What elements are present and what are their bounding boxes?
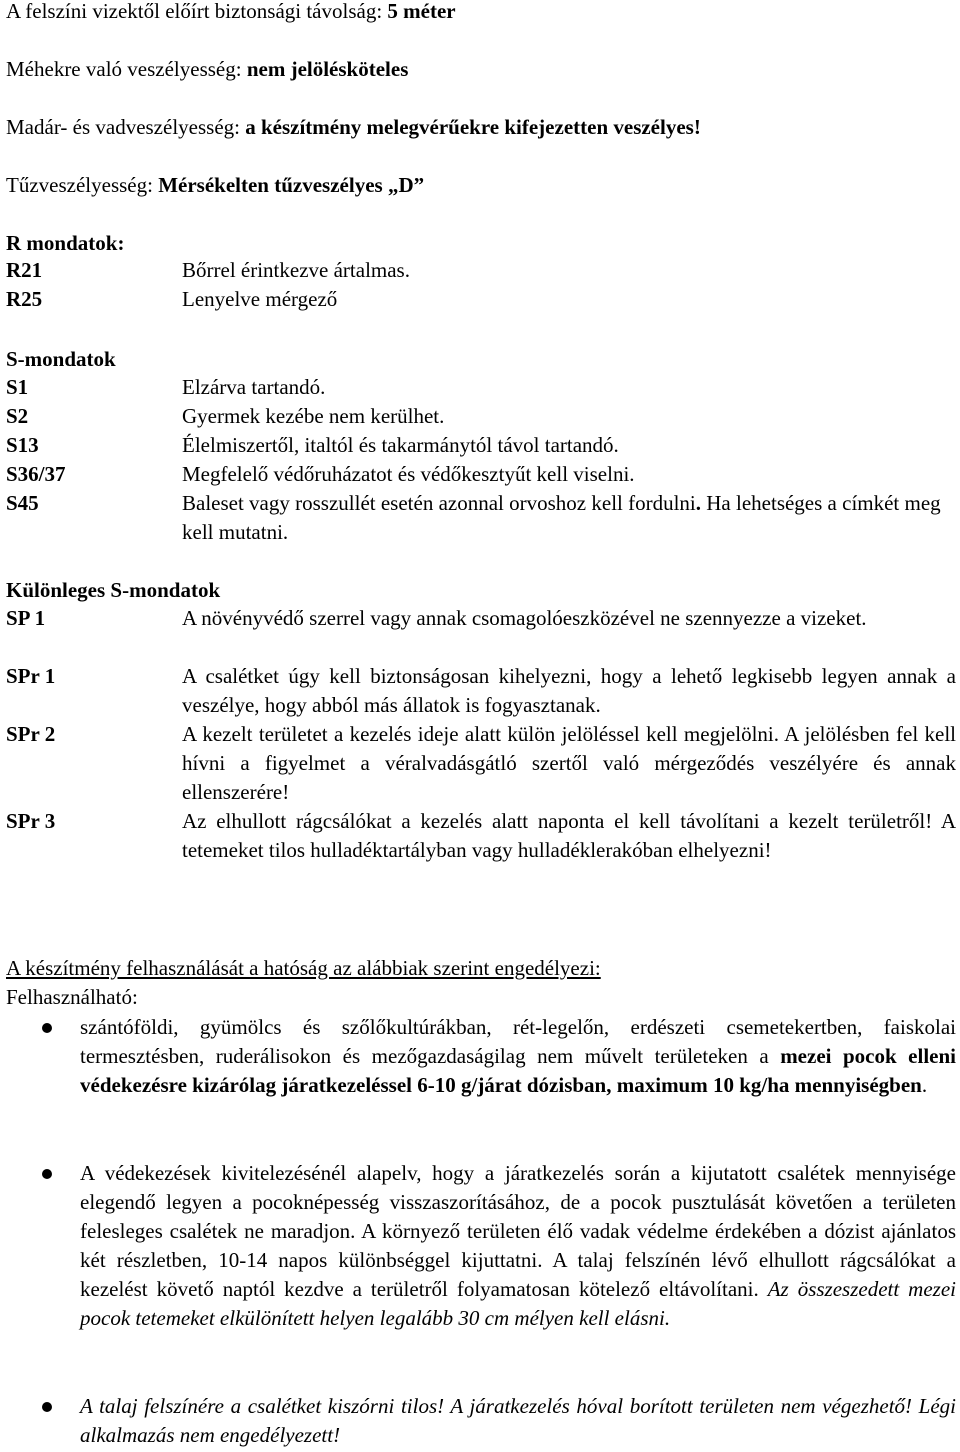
special-phrase-text: A csalétket úgy kell biztonságosan kihelyezni, hogy a lehető legkisebb legyen annak a veszélye, hogy abból más állatok is fogyasztanak. <box>182 664 956 717</box>
birds-label: Madár- és vadveszélyesség: <box>6 115 246 139</box>
r-phrase-code: R25 <box>6 287 43 311</box>
birds-line <box>6 114 701 140</box>
special-phrase-code: SPr 3 <box>6 809 56 833</box>
special-s-phrases-heading: Különleges S-mondatok <box>6 578 221 602</box>
s-phrase-text: Élelmiszertől, italtól és takarmánytól távol tartandó. <box>182 433 619 457</box>
distance-label: A felszíni vizektől előírt biztonsági távolság: <box>6 0 388 23</box>
r-phrase-code: R21 <box>6 258 43 282</box>
bees-label: Méhekre való veszélyesség: <box>6 57 247 81</box>
special-phrase-text: Az elhullott rágcsálókat a kezelés alatt naponta el kell távolítani a kezelt területről! A tetemeket tilos hulladéktartályban vagy hulladéklerakóban elhelyezni! <box>182 809 956 862</box>
usage-subheading: Felhasználható: <box>6 985 138 1009</box>
special-phrase-code: SPr 2 <box>6 722 56 746</box>
special-phrase-text: A kezelt területet a kezelés ideje alatt külön jelöléssel kell megjelölni. A jelölésben fel kell hívni a figyelmet a véralvadásgátló szertől való mérgeződés veszélyére és annak ellenszerére! <box>182 722 956 804</box>
r-phrase-text: Bőrrel érintkezve ártalmas. <box>182 258 410 282</box>
s-phrase-text: Elzárva tartandó. <box>182 375 326 399</box>
special-phrase-code: SPr 1 <box>6 664 56 688</box>
r-phrase-text: Lenyelve mérgező <box>182 287 338 311</box>
s-phrase-text: Gyermek kezébe nem kerülhet. <box>182 404 445 428</box>
distance-line <box>6 0 456 24</box>
bees-value: nem jelölésköteles <box>246 57 409 81</box>
s-phrase-code: S36/37 <box>6 462 66 486</box>
bullet-icon <box>42 1402 52 1412</box>
usage-item-text: A védekezések kivitelezésénél alapelv, hogy a járatkezelés során a kijutatott csalétek mennyisége elegendő legyen a pocoknépesség visszaszorításához, de a pocok pusztulását követően a területen felesleges csalétek ne maradjon. A környező területen élő vadak védelme érdekében a dózist ajánlatos két részletben, 10-14 napos különbséggel kijuttatni. A talaj felszínén lévő elhullott rágcsálókat a kezelést követő naptól kezdve a területről folyamatosan kötelező eltávolítani. Az összeszedett mezei pocok tetemeket elkülönített helyen legalább 30 cm mélyen kell elásni. <box>80 1161 956 1330</box>
distance-value: 5 méter <box>387 0 456 23</box>
bees-line <box>6 56 408 82</box>
fire-label: Tűzveszélyesség: <box>6 173 159 197</box>
usage-item-text: szántóföldi, gyümölcs és szőlőkultúrákban, rét-legelőn, erdészeti csemetekertben, faiskolai termesztésben, ruderálisokon és mezőgazdaságilag nem művelt területeken a mezei pocok elleni védekezésre kizárólag járatkezeléssel 6-10 g/járat dózisban, maximum 10 kg/ha mennyiségben. <box>80 1015 956 1097</box>
fire-value: Mérsékelten tűzveszélyes „D” <box>158 173 425 197</box>
r-phrases-heading: R mondatok: <box>6 231 125 255</box>
special-phrase-text: A növényvédő szerrel vagy annak csomagolóeszközével ne szennyezze a vizeket. <box>182 606 867 630</box>
s-phrase-text: Megfelelő védőruházatot és védőkesztyűt kell viselni. <box>182 462 635 486</box>
s-phrase-code: S13 <box>6 433 39 457</box>
bullet-icon <box>42 1169 52 1179</box>
fire-line <box>6 172 424 198</box>
usage-heading: A készítmény felhasználását a hatóság az alábbiak szerint engedélyezi: <box>6 956 601 980</box>
birds-value: a készítmény melegvérűekre kifejezetten veszélyes! <box>245 115 701 139</box>
s-phrase-code: S2 <box>6 404 29 428</box>
s-phrase-code: S1 <box>6 375 29 399</box>
s-phrases-heading: S-mondatok <box>6 347 116 371</box>
s-phrase-text: Baleset vagy rosszullét esetén azonnal orvoshoz kell fordulni. Ha lehetséges a címkét meg kell mutatni. <box>182 491 941 544</box>
usage-item-text: A talaj felszínére a csalétket kiszórni tilos! A járatkezelés hóval borított területen nem végezhető! Légi alkalmazás nem engedélyezett! <box>80 1394 956 1447</box>
bullet-icon <box>42 1023 52 1033</box>
special-phrase-code: SP 1 <box>6 606 46 630</box>
s-phrase-code: S45 <box>6 491 39 515</box>
